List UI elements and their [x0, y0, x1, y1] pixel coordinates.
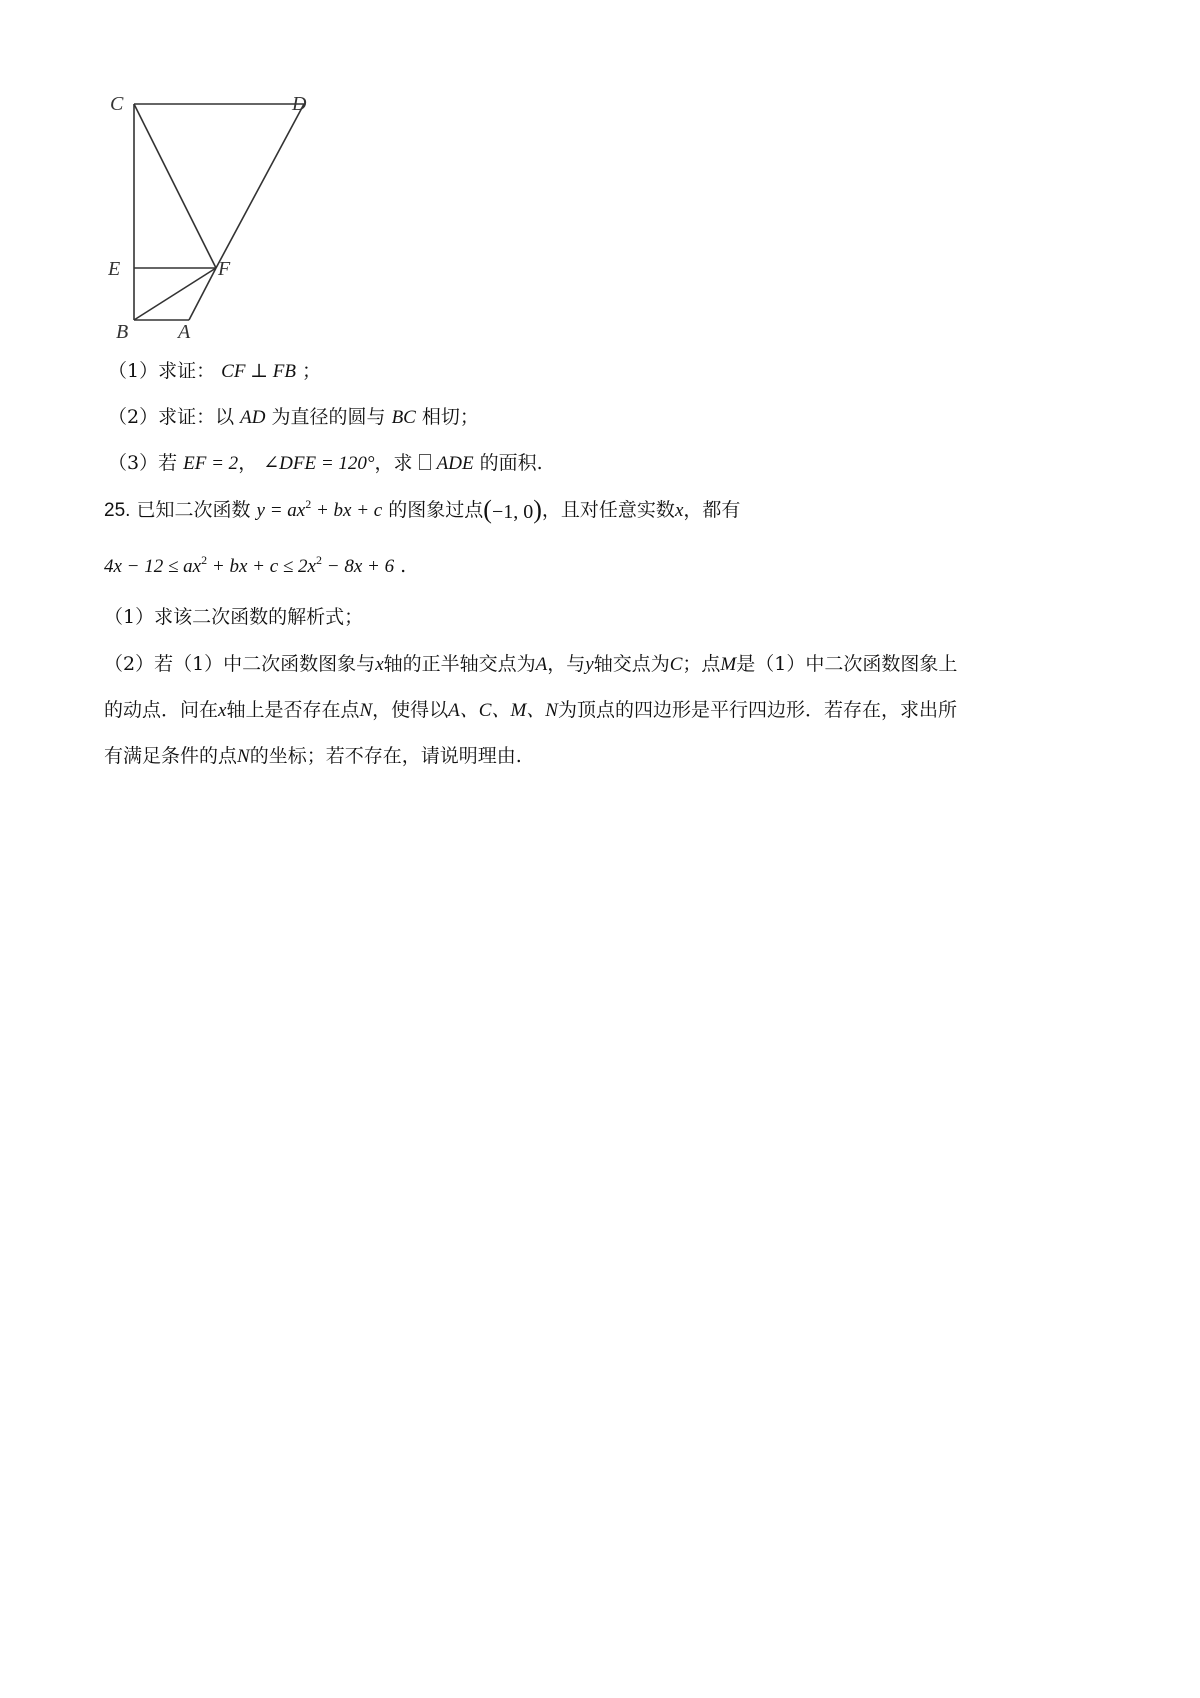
- q24-part2-bc: BC: [391, 407, 416, 428]
- q24-part3-end: 的面积.: [479, 452, 543, 474]
- text-fragment: 是（1）中二次函数图象上: [736, 653, 958, 675]
- label-b: B: [116, 321, 129, 343]
- q25-stem-text2: 的图象过点: [388, 499, 484, 521]
- text-fragment: 为顶点的四边形是平行四边形．若存在，求出所: [557, 699, 957, 721]
- text-fragment: 的坐标；若不存在，请说明理由.: [249, 745, 522, 767]
- text-fragment: 轴的正半轴交点为: [383, 653, 536, 675]
- text-fragment: N: [359, 700, 373, 721]
- q25-stem-text4: ，都有: [683, 499, 741, 521]
- text-fragment: x: [218, 700, 227, 721]
- geometry-diagram: [108, 90, 348, 375]
- q24-part1: [108, 357, 321, 386]
- q24-part2-text: （2）求证：以: [108, 406, 235, 428]
- text-fragment: x: [375, 654, 384, 675]
- q24-part3-ade: ADE: [436, 453, 474, 474]
- text-fragment: y: [585, 654, 594, 675]
- segment-cf: [134, 104, 216, 268]
- q25-function: $y = ax^2$ + bx + c: [256, 497, 383, 521]
- q25-part2-line1: [104, 650, 957, 679]
- label-e: E: [108, 258, 121, 280]
- q25-inequality-formula: $4x - 12 \le ax^2$ + bx + $c \le 2x^2 - 8x + 6$: [104, 553, 395, 577]
- q25-inequality: [104, 552, 406, 581]
- q24-part1-formula: CF ⊥ FB: [221, 361, 296, 382]
- q25-var-x: x: [674, 500, 684, 521]
- q25-part1-text: （1）求该二次函数的解析式；: [104, 606, 364, 628]
- triangle-symbol-box: [419, 454, 431, 470]
- q25-number: 25.: [104, 500, 131, 521]
- text-fragment: M: [720, 654, 737, 675]
- q24-part3-ef: EF = 2: [183, 453, 239, 474]
- text-fragment: 轴交点为: [593, 653, 670, 675]
- text-fragment: ，使得以: [372, 699, 449, 721]
- text-fragment: y = ax: [256, 500, 306, 521]
- text-fragment: 轴上是否存在点: [226, 699, 360, 721]
- text-fragment: A: [535, 654, 548, 675]
- text-fragment: ；点: [682, 653, 721, 675]
- q25-part2-line2: [104, 696, 957, 725]
- q24-part3-text: （3）若: [108, 452, 178, 474]
- text-fragment: 有满足条件的点: [104, 745, 238, 767]
- q25-inequality-end: .: [400, 555, 407, 577]
- q24-part3-comma: ，: [238, 452, 258, 474]
- text-fragment: − 8x + 6: [322, 556, 395, 577]
- q25-point: (−1, 0): [483, 495, 542, 524]
- label-c: C: [110, 93, 124, 115]
- q24-part3-angle: ∠DFE = 120°: [263, 453, 375, 474]
- q24-part1-text: （1）求证：: [108, 360, 216, 382]
- label-a: A: [178, 321, 191, 343]
- q25-part1: [104, 603, 363, 631]
- q24-part2-mid: 为直径的圆与: [271, 406, 386, 428]
- text-fragment: −1, 0: [491, 501, 534, 523]
- text-fragment: （2）若（1）中二次函数图象与: [104, 653, 376, 675]
- text-fragment: A、C、M、N: [448, 700, 558, 721]
- text-fragment: 的动点．问在: [104, 699, 219, 721]
- label-d: D: [292, 93, 307, 115]
- q25-part2-line3: [104, 742, 522, 771]
- q25-stem: [104, 496, 740, 526]
- text-fragment: 4x − 12 ≤ ax: [104, 556, 202, 577]
- segment-bf: [134, 268, 216, 320]
- q24-part2-ad: AD: [240, 407, 266, 428]
- q25-stem-text3: ，且对任意实数: [541, 499, 675, 521]
- label-f: F: [218, 258, 231, 280]
- q24-part1-end: ；: [302, 360, 322, 382]
- q25-stem-text1: 已知二次函数: [136, 499, 251, 521]
- text-fragment: N: [237, 746, 250, 767]
- q24-part2: [108, 403, 479, 432]
- text-fragment: C: [669, 654, 683, 675]
- text-fragment: + bx + c ≤ 2x: [207, 556, 316, 577]
- q24-part3-mid: ，求: [374, 452, 413, 474]
- segment-df: [216, 104, 304, 268]
- text-fragment: ，与: [547, 653, 586, 675]
- q24-part2-end: 相切；: [421, 406, 479, 428]
- geometry-figure: [108, 90, 348, 375]
- text-fragment: + bx + c: [311, 500, 383, 521]
- q24-part3: [108, 449, 543, 478]
